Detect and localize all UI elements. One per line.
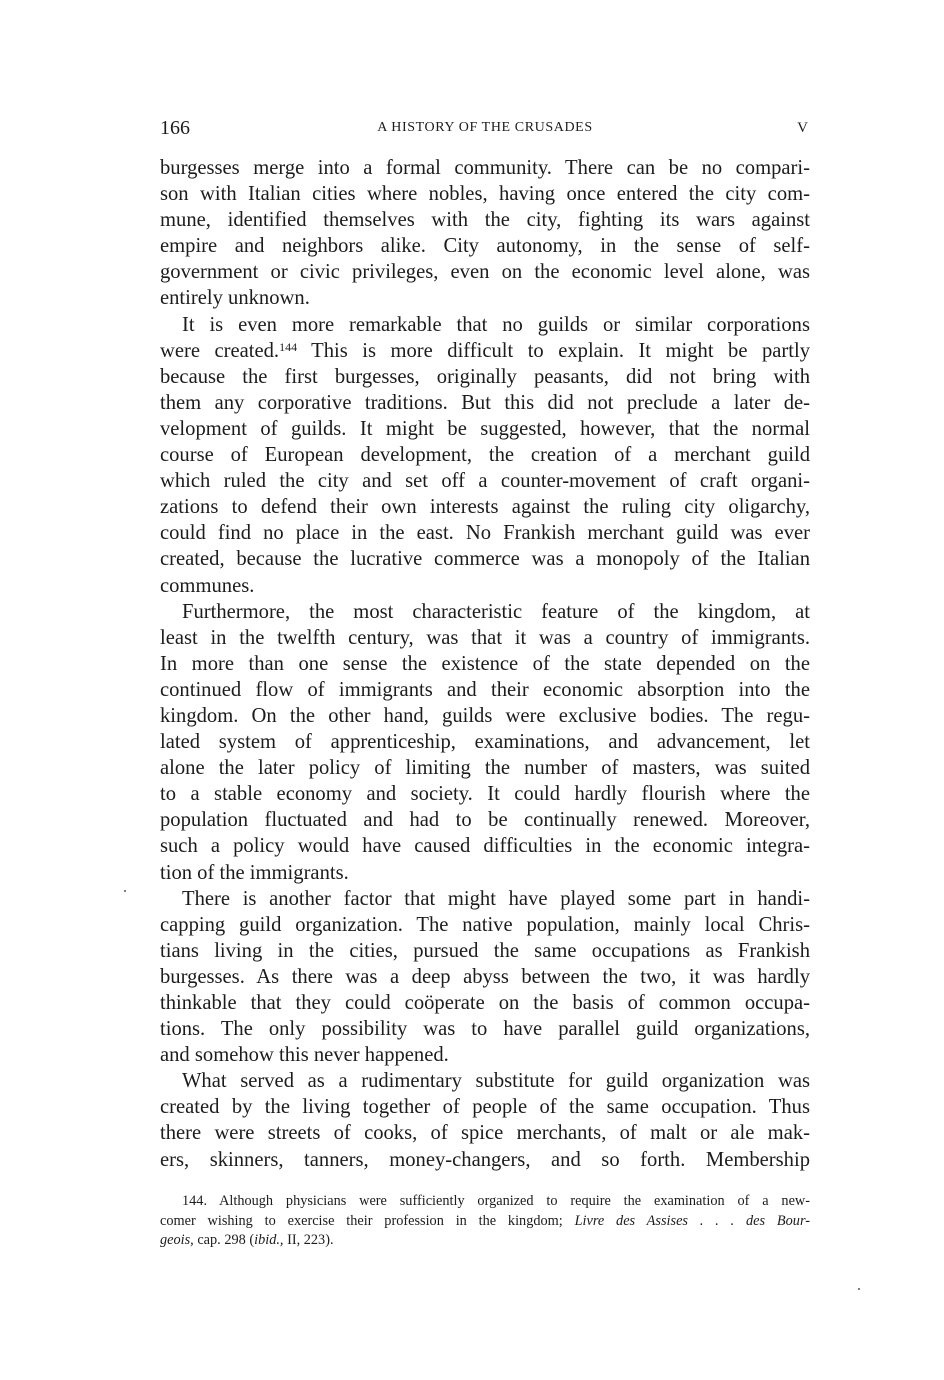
text-line: thinkable that they could coöperate on the basis of common occupa-	[160, 992, 810, 1014]
text-line: lated system of apprenticeship, examinations, and advancement, let	[160, 731, 810, 754]
text-line: because the first burgesses, originally peasants, did not bring with	[160, 365, 810, 388]
footnote-line	[160, 1212, 810, 1232]
text-line: capping guild organization. The native population, mainly local Chris-	[160, 913, 810, 936]
text-line: tians living in the cities, pursued the same occupations as Frankish	[160, 939, 810, 962]
text-line: least in the twelfth century, was that it was a country of immigrants.	[160, 626, 810, 649]
footnote-text: comer wishing to exercise their profession in the kingdom;	[160, 1212, 575, 1229]
text-line: tion of the immigrants.	[160, 861, 349, 884]
footnote-citation: ibid.,	[254, 1232, 284, 1248]
text-line: It is even more remarkable that no guilds or similar corporations	[182, 313, 810, 336]
text-line: tions. The only possibility was to have parallel guild organizations,	[160, 1018, 810, 1041]
text-line: created by the living together of people of the same occupation. Thus	[160, 1096, 810, 1119]
text-line: ers, skinners, tanners, money-changers, and so forth. Membership	[160, 1148, 810, 1171]
body-text	[160, 155, 810, 1173]
footnote	[160, 1192, 810, 1251]
footnote-text: cap. 298 (	[193, 1232, 255, 1248]
text-line: entirely unknown.	[160, 287, 310, 310]
text-line: alone the later policy of limiting the number of masters, was suited	[160, 757, 810, 780]
text-line: to a stable economy and society. It could hardly flourish where the	[160, 783, 810, 806]
book-title: A HISTORY OF THE CRUSADES	[377, 120, 593, 135]
text-line: course of European development, the creation of a merchant guild	[160, 444, 810, 467]
footnote-reference: 144	[279, 339, 298, 354]
text-line: population fluctuated and had to be continually renewed. Moreover,	[160, 809, 810, 832]
text-line: velopment of guilds. It might be suggested, however, that the normal	[160, 417, 810, 440]
running-head	[160, 114, 810, 142]
text-line: which ruled the city and set off a counter-movement of craft organi-	[160, 470, 810, 493]
scan-speck	[858, 1288, 860, 1290]
footnote-citation: geois,	[160, 1232, 194, 1248]
text-line: burgesses merge into a formal community. There can be no compari-	[160, 157, 810, 179]
text-line: them any corporative traditions. But this did not preclude a later de-	[160, 391, 810, 414]
text-line: In more than one sense the existence of the state depended on the	[160, 652, 810, 675]
text-line: There is another factor that might have played some part in handi-	[182, 887, 810, 910]
text-line: zations to defend their own interests against the ruling city oligarchy,	[160, 496, 810, 519]
footnote-line	[160, 1231, 810, 1251]
text-line: there were streets of cooks, of spice merchants, of malt or ale mak-	[160, 1122, 810, 1145]
text-line: could find no place in the east. No Frankish merchant guild was ever	[160, 522, 810, 545]
text-line: and somehow this never happened.	[160, 1044, 449, 1067]
text-line: continued flow of immigrants and their economic absorption into the	[160, 678, 810, 701]
text-line: Furthermore, the most characteristic feature of the kingdom, at	[182, 600, 810, 623]
text-fragment: were created.	[160, 339, 280, 362]
text-line: created, because the lucrative commerce was a monopoly of the Italian	[160, 548, 810, 571]
footnote-text: II, 223).	[283, 1232, 334, 1248]
scan-speck	[124, 890, 126, 892]
page-number: 166	[160, 117, 190, 139]
footnote-line: 144. Although physicians were sufficiently organized to require the examination of a new-	[182, 1193, 810, 1209]
text-line	[160, 338, 810, 364]
text-line: empire and neighbors alike. City autonomy, in the sense of self-	[160, 235, 810, 258]
text-line: son with Italian cities where nobles, having once entered the city com-	[160, 183, 810, 206]
text-line: communes.	[160, 574, 255, 597]
text-line: kingdom. On the other hand, guilds were exclusive bodies. The regu-	[160, 704, 810, 727]
volume-number: V	[797, 120, 808, 136]
text-line: such a policy would have caused difficulties in the economic integra-	[160, 835, 810, 858]
text-fragment: This is more difficult to explain. It might be partly	[297, 339, 810, 362]
text-line: government or civic privileges, even on the economic level alone, was	[160, 261, 810, 284]
text-line: burgesses. As there was a deep abyss between the two, it was hardly	[160, 965, 810, 988]
text-line: mune, identified themselves with the city, fighting its wars against	[160, 209, 810, 232]
text-line: What served as a rudimentary substitute for guild organization was	[182, 1070, 810, 1093]
footnote-citation: Livre des Assises . . . des Bour-	[574, 1212, 810, 1229]
